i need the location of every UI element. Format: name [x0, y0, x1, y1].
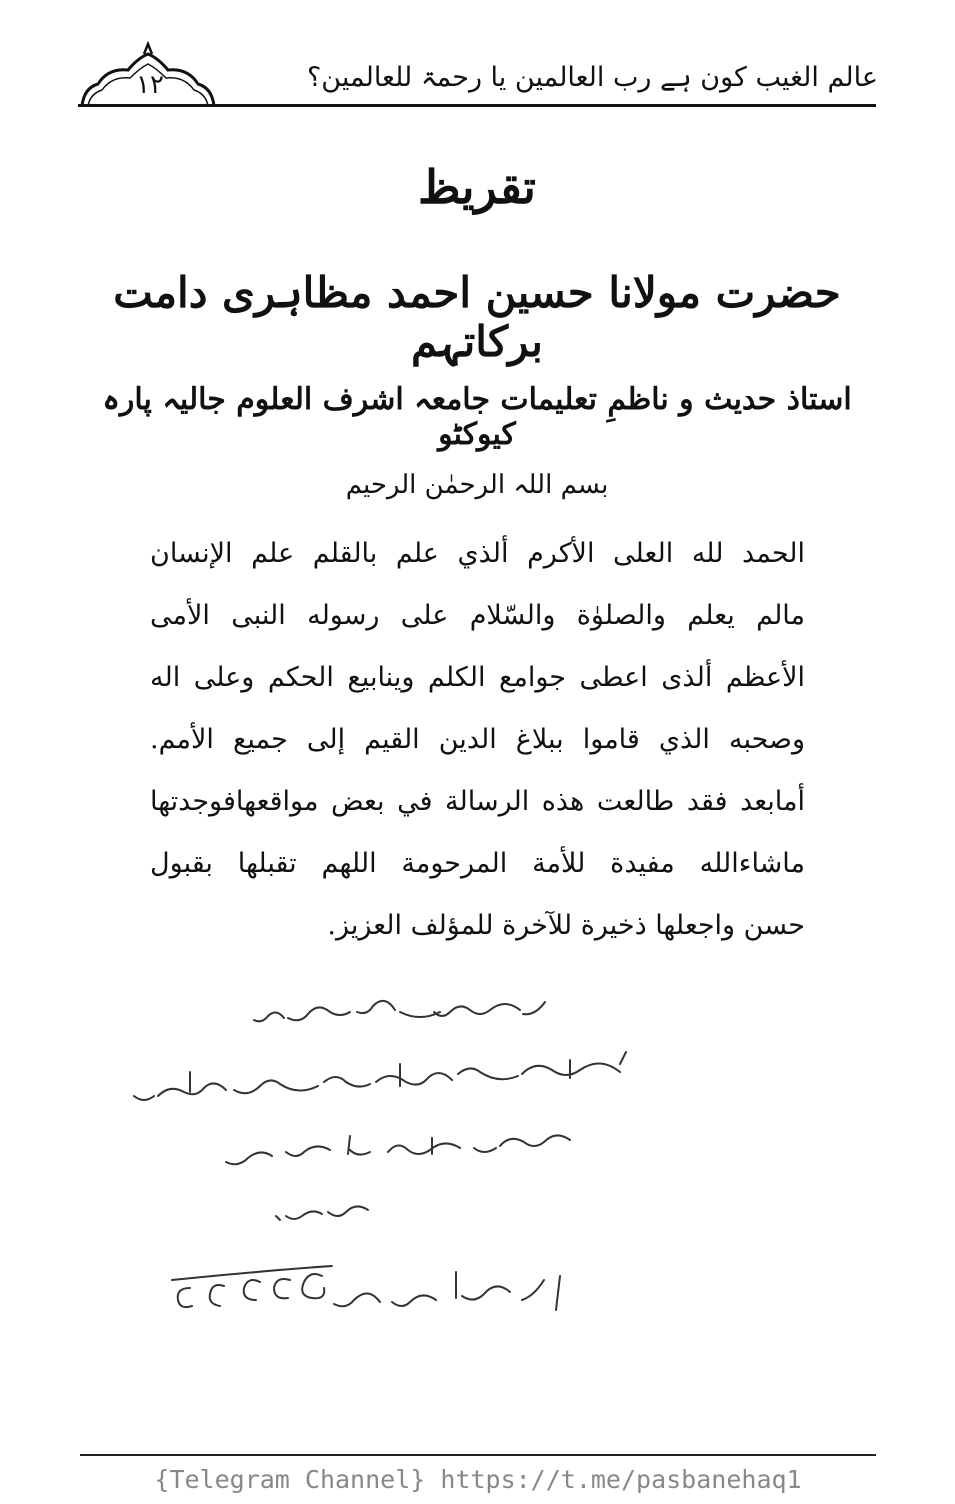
body-line: ماشاءالله مفیدة للأمة المرحومة اللهم تقبلها بقبول [150, 848, 805, 879]
body-line: الحمد لله العلی الأکرم ألذي علم بالقلم علم الإنسان [150, 538, 805, 569]
author-designation: استاذ حدیث و ناظمِ تعلیمات جامعہ اشرف العلوم جالیہ پارہ کیوکٹو [102, 382, 852, 452]
page-header [78, 40, 878, 110]
footer-telegram-link[interactable]: {Telegram Channel} https://t.me/pasbanehaq1 [154, 1465, 802, 1494]
body-line: حسن واجعلها ذخیرة للآخرة للمؤلف العزیز. [327, 910, 805, 941]
body-line: وصحبه الذي قاموا ببلاغ الدین القیم إلی جمیع الأمم. [150, 724, 805, 755]
page-number: ١٢ [136, 70, 164, 100]
body-line: أمابعد فقد طالعت هذه الرسالة في بعض مواقعهافوجدتها [150, 786, 805, 817]
body-line: الأعظم ألذی اعطی جوامع الکلم وینابیع الحکم وعلی اله [150, 662, 805, 693]
author-heading: حضرت مولانا حسین احمد مظاہری دامت برکاتہم [113, 268, 841, 366]
header-rule [78, 104, 876, 107]
basmala: بسم اللہ الرحمٰن الرحیم [345, 470, 609, 500]
footer-rule [80, 1454, 876, 1456]
running-header-title: عالم الغیب کون ہے رب العالمین یا رحمۃ للعالمین؟ [306, 62, 878, 93]
handwritten-signature [100, 980, 860, 1360]
endorsement-body [150, 523, 805, 957]
section-title: تقریظ [418, 160, 536, 214]
body-line: مالم یعلم والصلوٰة والسّلام علی رسوله النبی الأمی [150, 600, 805, 631]
